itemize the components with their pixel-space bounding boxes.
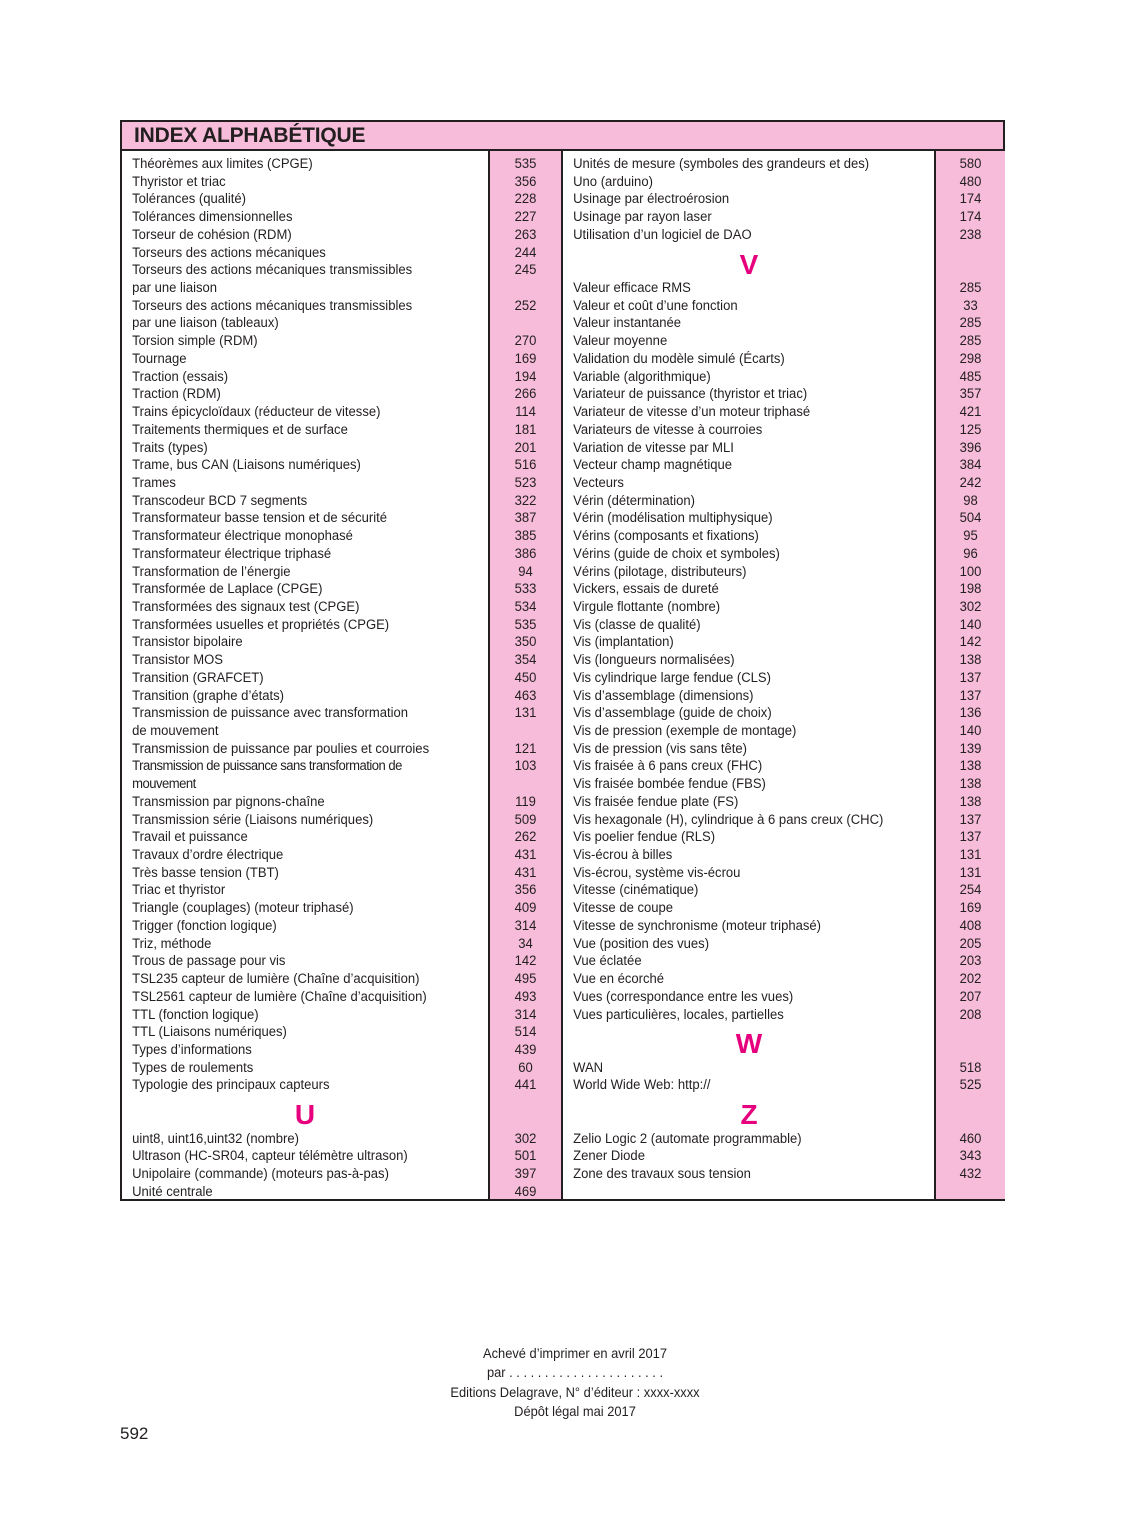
section-spacer bbox=[936, 245, 1005, 280]
index-page-ref: 169 bbox=[514, 350, 537, 367]
index-page-ref: 174 bbox=[959, 191, 982, 208]
index-term: Utilisation d’un logiciel de DAO bbox=[573, 226, 752, 243]
index-term: Valeur instantanée bbox=[573, 315, 682, 332]
index-term: Transmission série (Liaisons numériques) bbox=[132, 811, 374, 828]
index-page-ref: 208 bbox=[959, 1006, 982, 1023]
index-term: Théorèmes aux limites (CPGE) bbox=[132, 156, 313, 172]
index-page-ref: 244 bbox=[514, 244, 537, 261]
index-term: Vues (correspondance entre les vues) bbox=[573, 988, 794, 1005]
index-term: Transmission de puissance avec transformation bbox=[132, 705, 409, 722]
index-term: Zener Diode bbox=[573, 1148, 645, 1165]
index-page-ref: 509 bbox=[514, 811, 537, 828]
index-term: Transformateur électrique triphasé bbox=[132, 545, 332, 562]
index-page-ref: 314 bbox=[514, 917, 537, 934]
index-page-ref: 139 bbox=[959, 740, 982, 757]
index-term: Vecteurs bbox=[573, 474, 624, 491]
index-page-ref: 263 bbox=[514, 226, 537, 243]
index-page-ref: 270 bbox=[514, 333, 537, 350]
section-spacer bbox=[490, 1095, 561, 1130]
colophon bbox=[414, 1344, 736, 1422]
index-page-ref: 121 bbox=[514, 740, 537, 757]
index-term: Transistor MOS bbox=[132, 652, 224, 669]
index-term: Vis d’assemblage (dimensions) bbox=[573, 687, 754, 704]
section-spacer bbox=[936, 1095, 1005, 1130]
index-term: Trous de passage pour vis bbox=[132, 953, 286, 970]
index-page-ref: 227 bbox=[514, 209, 537, 226]
index-header bbox=[122, 122, 1003, 151]
index-page-ref: 495 bbox=[514, 971, 537, 988]
index-page-ref: 421 bbox=[959, 404, 982, 421]
index-page-ref: 357 bbox=[959, 386, 982, 403]
index-term: Transmission de puissance sans transformation de bbox=[132, 758, 402, 775]
index-page-ref: 535 bbox=[514, 156, 537, 172]
index-term: Vis cylindrique large fendue (CLS) bbox=[573, 669, 771, 686]
index-term-continuation: par une liaison bbox=[132, 280, 218, 297]
index-term: Variateurs de vitesse à courroies bbox=[573, 421, 763, 438]
index-term-continuation: de mouvement bbox=[132, 723, 219, 739]
index-term: Vecteur champ magnétique bbox=[573, 457, 733, 474]
index-term: Transformation de l’énergie bbox=[132, 563, 291, 580]
index-page-ref: 469 bbox=[514, 1183, 537, 1200]
index-page-ref: 138 bbox=[959, 758, 982, 775]
index-page-ref: 228 bbox=[514, 191, 537, 208]
index-term: TSL235 capteur de lumière (Chaîne d’acquisition) bbox=[132, 971, 420, 988]
index-term: Travaux d’ordre électrique bbox=[132, 847, 284, 864]
index-term: Vis fraisée fendue plate (FS) bbox=[573, 793, 739, 810]
left-pages-column bbox=[488, 151, 563, 1199]
index-term: Unité centrale bbox=[132, 1183, 213, 1200]
index-term: Types de roulements bbox=[132, 1059, 254, 1076]
index-page-ref: 138 bbox=[959, 776, 982, 793]
index-page-spacer bbox=[493, 315, 558, 333]
colophon-legal-deposit: Dépôt légal mai 2017 bbox=[514, 1403, 636, 1420]
index-page-ref: 181 bbox=[514, 421, 537, 438]
index-page-ref: 194 bbox=[514, 368, 537, 385]
index-page-ref: 34 bbox=[518, 935, 533, 952]
section-letter-z: Z bbox=[740, 1099, 758, 1131]
index-term: Vérins (pilotage, distributeurs) bbox=[573, 563, 747, 580]
colophon-print-date: Achevé d’imprimer en avril 2017 bbox=[483, 1345, 667, 1361]
index-term: Traction (RDM) bbox=[132, 386, 221, 403]
index-term: Transformateur basse tension et de sécurité bbox=[132, 510, 388, 527]
colophon-publisher: Editions Delagrave, N° d’éditeur : xxxx-xxxx bbox=[450, 1383, 700, 1400]
index-page-ref: 525 bbox=[959, 1077, 982, 1094]
index-term: Valeur efficace RMS bbox=[573, 280, 691, 297]
index-page-ref: 254 bbox=[959, 882, 982, 899]
index-page-ref: 100 bbox=[959, 563, 982, 580]
index-page-ref: 356 bbox=[514, 173, 537, 190]
index-term: Transmission par pignons-chaîne bbox=[132, 793, 325, 810]
index-page-ref: 431 bbox=[514, 847, 537, 864]
index-term: Vue éclatée bbox=[573, 953, 642, 970]
index-term: Transition (GRAFCET) bbox=[132, 669, 264, 686]
index-term: Traction (essais) bbox=[132, 368, 229, 385]
index-term: Valeur et coût d’une fonction bbox=[573, 297, 738, 314]
index-term: Torseurs des actions mécaniques transmissibles bbox=[132, 297, 413, 314]
index-term: Trains épicycloïdaux (réducteur de vitesse) bbox=[132, 404, 381, 421]
index-page-ref: 131 bbox=[959, 847, 982, 864]
index-term: Typologie des principaux capteurs bbox=[132, 1077, 330, 1094]
index-page-ref: 523 bbox=[514, 474, 537, 491]
index-page-ref: 450 bbox=[514, 669, 537, 686]
index-term: Ultrason (HC-SR04, capteur télémètre ultrason) bbox=[132, 1148, 408, 1165]
index-term: Thyristor et triac bbox=[132, 173, 226, 190]
index-page-ref: 202 bbox=[959, 971, 982, 988]
index-term: Vue en écorché bbox=[573, 971, 665, 988]
index-term: Transformée de Laplace (CPGE) bbox=[132, 581, 323, 598]
index-term: Transformées des signaux test (CPGE) bbox=[132, 598, 360, 615]
index-term: Variateur de puissance (thyristor et triac) bbox=[573, 386, 808, 403]
right-terms-list bbox=[563, 156, 935, 1184]
index-term: TSL2561 capteur de lumière (Chaîne d’acquisition) bbox=[132, 988, 427, 1005]
alphabetical-index bbox=[120, 120, 1005, 1201]
index-page-spacer bbox=[493, 776, 558, 794]
index-term: Vitesse de coupe bbox=[573, 900, 674, 917]
index-term: Trames bbox=[132, 474, 176, 491]
index-page-ref: 396 bbox=[959, 439, 982, 456]
index-term: Variable (algorithmique) bbox=[573, 368, 711, 385]
index-term: Torseurs des actions mécaniques transmissibles bbox=[132, 262, 413, 279]
index-page-ref: 131 bbox=[514, 705, 537, 722]
index-page-ref: 96 bbox=[963, 545, 978, 562]
right-pages-column bbox=[934, 151, 1005, 1199]
index-term: Tolérances (qualité) bbox=[132, 191, 247, 208]
index-term: Vis de pression (exemple de montage) bbox=[573, 723, 797, 739]
index-term: Travail et puissance bbox=[132, 829, 248, 846]
index-term: Usinage par rayon laser bbox=[573, 209, 712, 226]
section-letter-u: U bbox=[294, 1099, 316, 1131]
index-term: Vickers, essais de dureté bbox=[573, 581, 719, 598]
index-page-ref: 138 bbox=[959, 652, 982, 669]
index-page-ref: 136 bbox=[959, 705, 982, 722]
index-page-ref: 95 bbox=[963, 528, 978, 545]
index-page-ref: 480 bbox=[959, 173, 982, 190]
index-page-ref: 201 bbox=[514, 439, 537, 456]
index-term: Torseurs des actions mécaniques bbox=[132, 244, 326, 261]
index-term: Validation du modèle simulé (Écarts) bbox=[573, 350, 785, 367]
index-page-ref: 350 bbox=[514, 634, 537, 651]
index-page-ref: 409 bbox=[514, 900, 537, 917]
index-page-ref: 131 bbox=[959, 864, 982, 881]
index-term: Variateur de vitesse d’un moteur triphasé bbox=[573, 404, 811, 421]
index-page-ref: 356 bbox=[514, 882, 537, 899]
index-page-ref: 137 bbox=[959, 829, 982, 846]
index-term: Vis-écrou, système vis-écrou bbox=[573, 864, 741, 881]
section-letter-v: V bbox=[739, 248, 759, 280]
index-page-ref: 354 bbox=[514, 652, 537, 669]
index-page-ref: 302 bbox=[514, 1130, 537, 1147]
index-term: Vis (longueurs normalisées) bbox=[573, 652, 735, 669]
index-term: WAN bbox=[573, 1059, 604, 1076]
index-term: Zone des travaux sous tension bbox=[573, 1165, 751, 1182]
index-term: Vis fraisée bombée fendue (FBS) bbox=[573, 776, 766, 793]
index-page-ref: 322 bbox=[514, 492, 537, 509]
index-page-ref: 238 bbox=[959, 226, 982, 243]
index-term: Vues particulières, locales, partielles bbox=[573, 1006, 784, 1023]
index-term: Unités de mesure (symboles des grandeurs et des) bbox=[573, 156, 870, 172]
index-term: Vis (implantation) bbox=[573, 634, 674, 651]
index-page-ref: 501 bbox=[514, 1148, 537, 1165]
left-terms-column bbox=[122, 151, 488, 1199]
right-terms-column bbox=[563, 151, 935, 1199]
index-page-ref: 386 bbox=[514, 545, 537, 562]
index-term: Variation de vitesse par MLI bbox=[573, 439, 734, 456]
index-page-ref: 169 bbox=[959, 900, 982, 917]
index-term: Torsion simple (RDM) bbox=[132, 333, 258, 350]
index-page-ref: 460 bbox=[959, 1130, 982, 1147]
index-page-ref: 203 bbox=[959, 953, 982, 970]
index-term: Unipolaire (commande) (moteurs pas-à-pas) bbox=[132, 1165, 389, 1182]
page-number: 592 bbox=[120, 1424, 149, 1443]
index-term: Virgule flottante (nombre) bbox=[573, 598, 721, 615]
index-page-ref: 174 bbox=[959, 209, 982, 226]
index-page-ref: 343 bbox=[959, 1148, 982, 1165]
index-page-ref: 242 bbox=[959, 474, 982, 491]
index-page-ref: 137 bbox=[959, 669, 982, 686]
index-page-ref: 137 bbox=[959, 687, 982, 704]
index-page-ref: 114 bbox=[515, 404, 536, 421]
index-term-continuation: par une liaison (tableaux) bbox=[132, 315, 279, 332]
index-page-ref: 302 bbox=[959, 598, 982, 615]
index-page-ref: 138 bbox=[959, 793, 982, 810]
index-term: Vitesse de synchronisme (moteur triphasé) bbox=[573, 917, 821, 934]
index-term: Uno (arduino) bbox=[573, 173, 653, 190]
left-pages-list bbox=[490, 156, 561, 1201]
index-term: Transistor bipolaire bbox=[132, 634, 243, 651]
index-term: Vérin (détermination) bbox=[573, 492, 696, 509]
index-page-ref: 298 bbox=[959, 350, 982, 367]
index-term: Vérin (modélisation multiphysique) bbox=[573, 510, 773, 527]
index-page-ref: 504 bbox=[959, 510, 982, 527]
index-term: World Wide Web: http:// bbox=[573, 1077, 711, 1094]
index-page-ref: 142 bbox=[959, 634, 982, 651]
index-term: Zelio Logic 2 (automate programmable) bbox=[573, 1130, 802, 1147]
index-term: uint8, uint16,uint32 (nombre) bbox=[132, 1130, 300, 1147]
index-page-ref: 439 bbox=[514, 1041, 537, 1058]
index-page-ref: 408 bbox=[959, 917, 982, 934]
index-term: Vis hexagonale (H), cylindrique à 6 pans creux (CHC) bbox=[573, 811, 884, 828]
index-page-ref: 252 bbox=[514, 297, 537, 314]
index-page-ref: 262 bbox=[514, 829, 537, 846]
index-page-ref: 493 bbox=[514, 988, 537, 1005]
index-page-ref: 140 bbox=[959, 616, 982, 633]
index-page-ref: 94 bbox=[518, 563, 533, 580]
right-pages-list bbox=[936, 156, 1005, 1184]
index-page-ref: 431 bbox=[514, 864, 537, 881]
index-term: Transcodeur BCD 7 segments bbox=[132, 492, 308, 509]
index-term: Vis poelier fendue (RLS) bbox=[573, 829, 716, 846]
section-spacer bbox=[936, 1024, 1005, 1059]
index-term: Triangle (couplages) (moteur triphasé) bbox=[132, 900, 354, 917]
index-title: INDEX ALPHABÉTIQUE bbox=[134, 124, 366, 147]
index-term: Vis d’assemblage (guide de choix) bbox=[573, 705, 772, 722]
index-term: Très basse tension (TBT) bbox=[132, 864, 279, 881]
index-page-ref: 285 bbox=[959, 280, 982, 297]
index-term: Torseur de cohésion (RDM) bbox=[132, 226, 292, 243]
index-page-ref: 385 bbox=[514, 528, 537, 545]
index-term: Vis (classe de qualité) bbox=[573, 616, 701, 633]
index-page-ref: 534 bbox=[514, 598, 537, 615]
index-page-ref: 580 bbox=[959, 156, 982, 172]
index-page-ref: 397 bbox=[514, 1165, 537, 1182]
index-page-spacer bbox=[493, 280, 558, 298]
index-page-ref: 285 bbox=[959, 333, 982, 350]
index-term: Transformées usuelles et propriétés (CPGE) bbox=[132, 616, 390, 633]
index-page-ref: 207 bbox=[959, 988, 982, 1005]
index-page-ref: 535 bbox=[514, 616, 537, 633]
index-page-ref: 140 bbox=[959, 723, 982, 739]
index-page-ref: 533 bbox=[514, 581, 537, 598]
index-page-ref: 514 bbox=[514, 1024, 537, 1041]
index-page-ref: 125 bbox=[959, 421, 982, 438]
index-term: Trame, bus CAN (Liaisons numériques) bbox=[132, 457, 361, 474]
index-term: Triac et thyristor bbox=[132, 882, 226, 899]
index-term: Usinage par électroérosion bbox=[573, 191, 730, 208]
index-term: Transition (graphe d’états) bbox=[132, 687, 284, 704]
index-page-ref: 103 bbox=[514, 758, 537, 775]
index-page-ref: 518 bbox=[959, 1059, 982, 1076]
index-page-ref: 137 bbox=[959, 811, 982, 828]
index-term: Vitesse (cinématique) bbox=[573, 882, 699, 899]
index-page-ref: 516 bbox=[514, 457, 537, 474]
index-term: Tolérances dimensionnelles bbox=[132, 209, 293, 226]
index-page-spacer bbox=[493, 723, 558, 741]
index-term: Vérins (composants et fixations) bbox=[573, 528, 759, 545]
index-page-ref: 198 bbox=[959, 581, 982, 598]
index-term-continuation: mouvement bbox=[132, 776, 196, 793]
index-term: Vis-écrou à billes bbox=[573, 847, 673, 864]
index-term: Transformateur électrique monophasé bbox=[132, 528, 353, 545]
index-term: Traits (types) bbox=[132, 439, 208, 456]
index-term: TTL (Liaisons numériques) bbox=[132, 1024, 287, 1041]
index-term: TTL (fonction logique) bbox=[132, 1006, 259, 1023]
index-page-ref: 33 bbox=[963, 297, 978, 314]
index-page-ref: 384 bbox=[959, 457, 982, 474]
index-term: Types d’informations bbox=[132, 1041, 252, 1058]
section-letter-w: W bbox=[735, 1028, 763, 1060]
index-term: Valeur moyenne bbox=[573, 333, 668, 350]
index-page-ref: 266 bbox=[514, 386, 537, 403]
index-page-ref: 98 bbox=[963, 492, 978, 509]
index-term: Transmission de puissance par poulies et courroies bbox=[132, 740, 430, 757]
left-terms-list bbox=[122, 156, 488, 1201]
index-page-ref: 205 bbox=[959, 935, 982, 952]
index-page-ref: 314 bbox=[514, 1006, 537, 1023]
index-term: Vue (position des vues) bbox=[573, 935, 710, 952]
index-page-ref: 245 bbox=[514, 262, 537, 279]
index-page-ref: 485 bbox=[959, 368, 982, 385]
index-page-ref: 142 bbox=[514, 953, 537, 970]
index-page-ref: 119 bbox=[515, 793, 536, 810]
index-term: Traitements thermiques et de surface bbox=[132, 421, 348, 438]
index-term: Triz, méthode bbox=[132, 935, 212, 952]
index-page-ref: 387 bbox=[514, 510, 537, 527]
index-page-ref: 463 bbox=[514, 687, 537, 704]
index-page-ref: 432 bbox=[959, 1165, 982, 1182]
colophon-printer: par . . . . . . . . . . . . . . . . . . . . . . bbox=[486, 1364, 664, 1381]
index-page-ref: 60 bbox=[518, 1059, 533, 1076]
index-page-ref: 285 bbox=[959, 315, 982, 332]
index-term: Tournage bbox=[132, 350, 187, 367]
index-term: Trigger (fonction logique) bbox=[132, 917, 277, 934]
index-term: Vis fraisée à 6 pans creux (FHC) bbox=[573, 758, 763, 775]
index-page-ref: 441 bbox=[514, 1077, 537, 1094]
index-term: Vis de pression (vis sans tête) bbox=[573, 740, 747, 757]
index-term: Vérins (guide de choix et symboles) bbox=[573, 545, 780, 562]
